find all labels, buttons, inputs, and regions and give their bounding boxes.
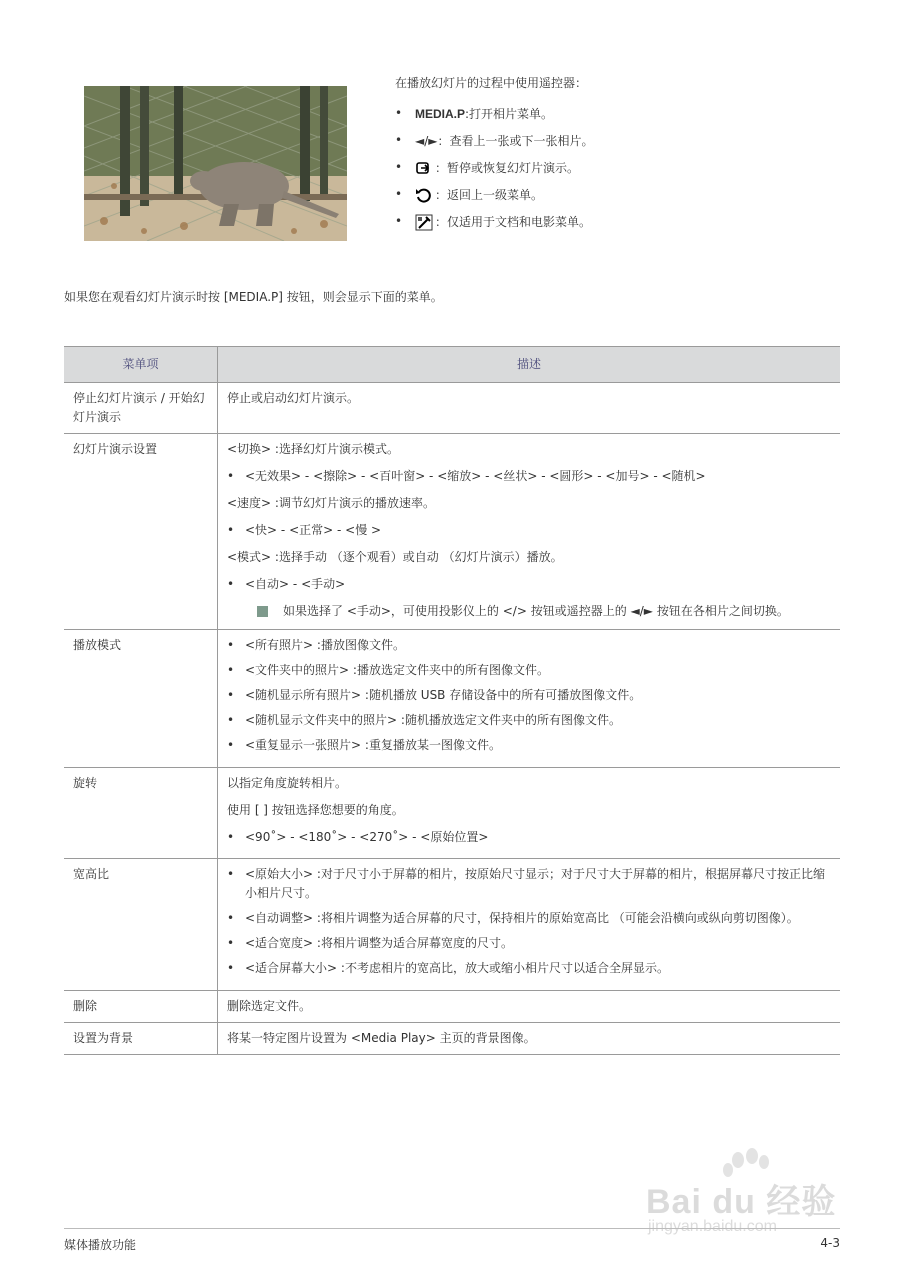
desc-text: 使用 [ ] 按钮选择您想要的角度。	[227, 803, 404, 817]
menu-item-desc	[218, 1023, 841, 1055]
list-item: • <原始大小> :对于尺寸小于屏幕的相片，按原始尺寸显示；对于尺寸大于屏幕的相片，根据屏幕尺寸按正比缩小相片尺寸。	[227, 865, 830, 903]
list-item: • <所有照片> :播放图像文件。	[227, 636, 830, 655]
desc-text: 将某一特定图片设置为 <Media Play> 主页的背景图像。	[227, 1031, 536, 1045]
menu-item-desc	[218, 859, 841, 991]
watermark-url: jingyan.baidu.com	[648, 1218, 777, 1235]
menu-item-name: 幻灯片演示设置	[64, 434, 218, 630]
list-item	[395, 127, 855, 154]
list-item: • <适合宽度> :将相片调整为适合屏幕宽度的尺寸。	[227, 934, 830, 953]
desc-text: 删除选定文件。	[227, 999, 312, 1013]
remote-title: 在播放幻灯片的过程中使用遥控器：	[395, 76, 588, 90]
table-row	[64, 383, 840, 434]
list-item: • <快> - <正常> - <慢 >	[227, 521, 830, 540]
remote-item-text: • ：返回上一级菜单。	[435, 187, 544, 202]
menu-table	[64, 346, 840, 1055]
list-item	[395, 208, 855, 235]
table-row	[64, 434, 840, 630]
page-number: 4-3	[820, 1236, 840, 1250]
menu-item-name: 设置为背景	[64, 1023, 218, 1055]
baidu-watermark	[640, 1148, 850, 1248]
return-icon	[415, 187, 431, 203]
table-row	[64, 859, 840, 991]
table-row	[64, 768, 840, 859]
table-row	[64, 630, 840, 768]
menu-item-name: 删除	[64, 991, 218, 1023]
table-header-row	[64, 347, 840, 383]
watermark-logo-text: Bai du 经验	[646, 1183, 837, 1221]
list-item: • <随机显示文件夹中的照片> :随机播放选定文件夹中的所有图像文件。	[227, 711, 830, 730]
desc-text: <模式> :选择手动 （逐个观看）或自动 （幻灯片演示）播放。	[227, 550, 563, 564]
column-header-description: 描述	[218, 347, 841, 383]
remote-item-text: • ：暂停或恢复幻灯片演示。	[435, 160, 580, 175]
tools-icon	[415, 214, 431, 230]
note-text: 如果选择了 <手动>，可使用投影仪上的 </> 按钮或遥控器上的 ◄/► 按钮在各相片之间切换。	[283, 604, 789, 618]
table-row	[64, 991, 840, 1023]
desc-text: 停止或启动幻灯片演示。	[227, 391, 360, 405]
list-item: • <随机显示所有照片> :随机播放 USB 存储设备中的所有可播放图像文件。	[227, 686, 830, 705]
remote-usage-section	[395, 76, 855, 235]
remote-item-text: :打开相片菜单。	[465, 106, 554, 121]
desc-text: <速度> :调节幻灯片演示的播放速率。	[227, 496, 435, 510]
remote-list	[395, 100, 855, 235]
menu-item-desc	[218, 434, 841, 630]
list-item	[395, 100, 855, 127]
enter-icon	[415, 160, 431, 176]
table-row	[64, 1023, 840, 1055]
menu-item-desc	[218, 768, 841, 859]
list-item: • <自动> - <手动>	[227, 575, 830, 594]
menu-item-desc	[218, 630, 841, 768]
note-icon	[257, 606, 268, 617]
kangaroo-photo	[84, 86, 347, 241]
menu-item-name: 宽高比	[64, 859, 218, 991]
footer-section-title: 媒体播放功能	[64, 1238, 137, 1252]
list-item	[395, 154, 855, 181]
remote-item-text: • ：仅适用于文档和电影菜单。	[435, 214, 592, 229]
menu-item-name: 播放模式	[64, 630, 218, 768]
list-item: • <重复显示一张照片> :重复播放某一图像文件。	[227, 736, 830, 755]
list-item: • <无效果> - <擦除> - <百叶窗> - <缩放> - <丝状> - <圆形> - <加号> - <随机>	[227, 467, 830, 486]
note	[227, 602, 830, 621]
footer-divider	[64, 1228, 840, 1229]
menu-item-desc	[218, 383, 841, 434]
list-item: • <文件夹中的照片> :播放选定文件夹中的所有图像文件。	[227, 661, 830, 680]
desc-text: 以指定角度旋转相片。	[227, 776, 348, 790]
desc-text: <切换> :选择幻灯片演示模式。	[227, 442, 399, 456]
menu-item-name: 旋转	[64, 768, 218, 859]
menu-item-desc	[218, 991, 841, 1023]
intro-text: 如果您在观看幻灯片演示时按 [MEDIA.P] 按钮，则会显示下面的菜单。	[64, 290, 443, 304]
list-item	[395, 181, 855, 208]
list-item: • <适合屏幕大小> :不考虑相片的宽高比，放大或缩小相片尺寸以适合全屏显示。	[227, 959, 830, 978]
list-item: • <自动调整> :将相片调整为适合屏幕的尺寸，保持相片的原始宽高比 （可能会沿横向或纵向剪切图像）。	[227, 909, 830, 928]
column-header-menu-item: 菜单项	[64, 347, 218, 383]
media-p-label: • MEDIA.P	[415, 106, 466, 121]
list-item: • <90˚> - <180˚> - <270˚> - <原始位置>	[227, 828, 830, 847]
remote-item-text: • ◄/►：查看上一张或下一张相片。	[415, 133, 594, 148]
menu-item-name: 停止幻灯片演示 / 开始幻灯片演示	[64, 383, 218, 434]
